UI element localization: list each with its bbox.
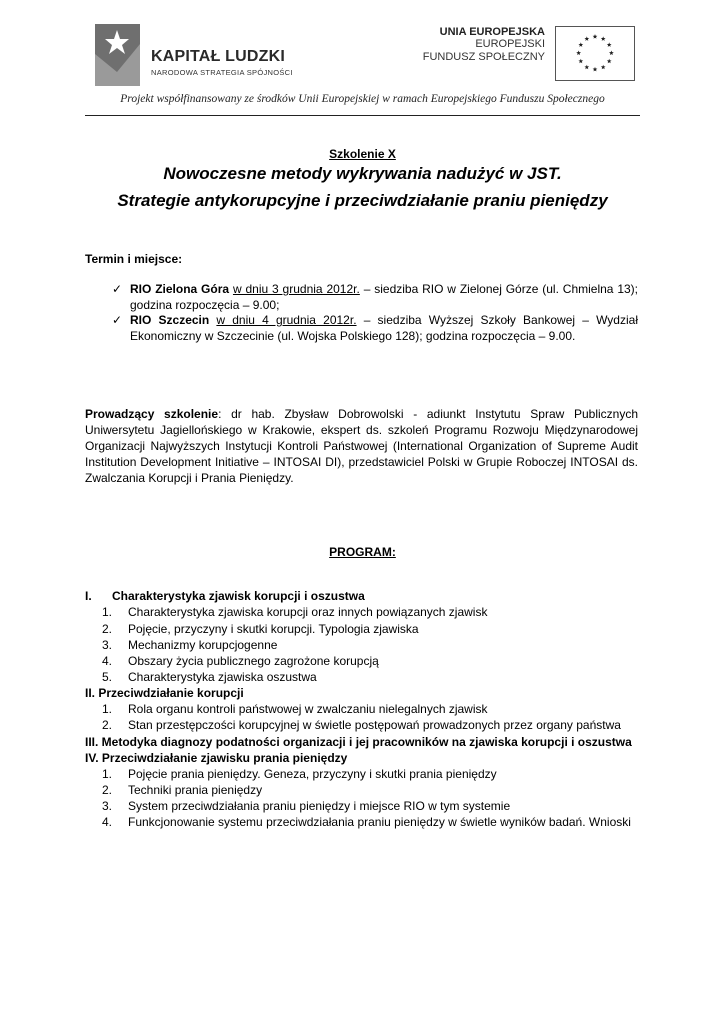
termin-item [112, 281, 639, 313]
termin-details: – siedziba RIO w Zielonej Górze (ul. Chmielna 13); godzina rozpoczęcia – 9.00; [130, 282, 639, 312]
item-number: 5. [102, 670, 113, 684]
item-number: 3. [102, 638, 113, 652]
list-item [102, 604, 487, 620]
item-text: Charakterystyka zjawiska korupcji oraz innych powiązanych zjawisk [128, 605, 488, 619]
trainer-text: : dr hab. Zbysław Dobrowolski - adiunkt Instytutu Spraw Publicznych Uniwersytetu Jagiellońskiego w Krakowie, ekspert ds. szkoleń Programu Rozwoju Międzynarodowej Organizacji Najwyższych Instytucji Kontroli Państwowej (International Organization of Supreme Audit Institution Development Initiative – INTOSAI DI), przedstawiciel Polski w Grupie Roboczej INTOSAI ds. Zwalczania Korupcji i Prania Pieniędzy. [85, 407, 638, 485]
item-text: Charakterystyka zjawiska oszustwa [128, 670, 317, 684]
list-item [102, 717, 621, 733]
item-number: 3. [102, 799, 113, 813]
trainer-label: Prowadzący szkolenie [85, 407, 219, 421]
kapital-ludzki-logo [95, 24, 325, 94]
item-text: Obszary życia publicznego zagrożone korupcją [128, 654, 379, 668]
item-number: 4. [102, 654, 113, 668]
list-item [102, 798, 510, 814]
checkmark-icon: ✓ [112, 313, 123, 327]
training-label: Szkolenie X [329, 147, 396, 161]
item-number: 1. [102, 702, 113, 716]
eu-text [405, 26, 545, 64]
list-item [102, 814, 631, 830]
item-text: Funkcjonowanie systemu przeciwdziałania praniu pieniędzy w świetle wyników badań. Wnioski [128, 815, 631, 829]
list-item [102, 782, 262, 798]
program-section [85, 685, 244, 701]
item-text: System przeciwdziałania praniu pieniędzy i miejsce RIO w tym systemie [128, 799, 511, 813]
program-heading: PROGRAM: [329, 545, 396, 559]
termin-heading: Termin i miejsce: [85, 252, 183, 266]
program-section [85, 750, 347, 766]
termin-place: RIO Szczecin [130, 313, 210, 327]
termin-item [112, 312, 638, 344]
item-number: 1. [102, 605, 113, 619]
checkmark-icon: ✓ [112, 282, 123, 296]
list-item [102, 766, 497, 782]
title-line-1: Nowoczesne metody wykrywania nadużyć w JST. [163, 164, 562, 183]
item-text: Stan przestępczości korupcyjnej w świetle postępowań prowadzonych przez organy państwa [128, 718, 621, 732]
eu-logo [420, 26, 635, 86]
termin-date: w dniu 4 grudnia 2012r. [216, 313, 357, 327]
item-number: 2. [102, 783, 113, 797]
trainer-paragraph [85, 406, 638, 486]
cofinanced-note: Projekt współfinansowany ze środków Unii Europejskiej w ramach Europejskiego Funduszu Społecznego [120, 93, 605, 105]
kapital-ludzki-emblem-icon [95, 24, 140, 86]
section-title: II. Przeciwdziałanie korupcji [85, 686, 244, 700]
eu-flag-icon [555, 26, 635, 81]
list-item [102, 669, 317, 685]
eu-line3: FUNDUSZ SPOŁECZNY [422, 51, 545, 63]
title-line-2: Strategie antykorupcyjne i przeciwdziałanie praniu pieniędzy [117, 191, 608, 210]
termin-details: – siedziba Wyższej Szkoły Bankowej – Wydział Ekonomiczny w Szczecinie (ul. Wojska Polskiego 128); godzina rozpoczęcia – 9.00. [130, 313, 638, 343]
item-text: Rola organu kontroli państwowej w zwalczaniu nielegalnych zjawisk [128, 702, 488, 716]
section-title: Charakterystyka zjawisk korupcji i oszustwa [112, 589, 365, 603]
header-divider [85, 115, 640, 116]
eu-line2: EUROPEJSKI [475, 38, 545, 50]
list-item [102, 621, 419, 637]
item-number: 1. [102, 767, 113, 781]
section-title: III. Metodyka diagnozy podatności organizacji i jej pracowników na zjawiska korupcji i oszustwa [85, 735, 632, 749]
section-number: I. [85, 589, 92, 603]
list-item [102, 653, 379, 669]
item-text: Pojęcie prania pieniędzy. Geneza, przyczyny i skutki prania pieniędzy [128, 767, 497, 781]
termin-place: RIO Zielona Góra [130, 282, 230, 296]
kapital-ludzki-subtitle: NARODOWA STRATEGIA SPÓJNOŚCI [151, 68, 293, 77]
item-number: 4. [102, 815, 113, 829]
eu-line1: UNIA EUROPEJSKA [439, 26, 545, 38]
kapital-ludzki-title: KAPITAŁ LUDZKI [151, 48, 286, 65]
item-number: 2. [102, 718, 113, 732]
program-section [85, 588, 365, 604]
item-number: 2. [102, 622, 113, 636]
item-text: Mechanizmy korupcjogenne [128, 638, 278, 652]
item-text: Pojęcie, przyczyny i skutki korupcji. Typologia zjawiska [128, 622, 419, 636]
section-title: IV. Przeciwdziałanie zjawisku prania pieniędzy [85, 751, 348, 765]
list-item [102, 701, 488, 717]
item-text: Techniki prania pieniędzy [128, 783, 263, 797]
list-item [102, 637, 277, 653]
termin-date: w dniu 3 grudnia 2012r. [232, 282, 360, 296]
program-section [85, 734, 632, 750]
